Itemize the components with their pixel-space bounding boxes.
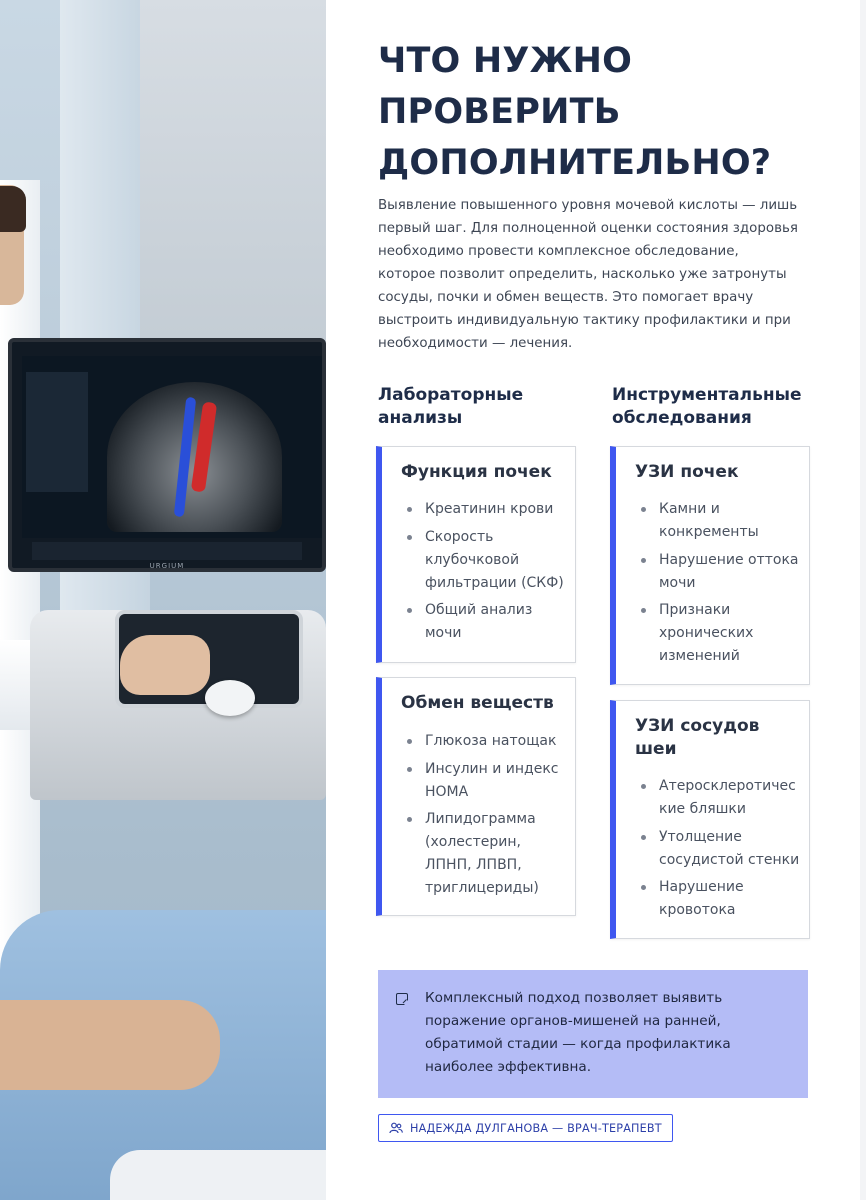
page-title — [378, 36, 838, 189]
card-list — [635, 498, 803, 673]
card-neck-vessels-ultrasound — [610, 700, 810, 939]
note-text: Комплексный подход позволяет выявить поражение органов-мишеней на ранней, обратимой стадии — когда профилактика наиболее эффективна. — [425, 990, 731, 1075]
pillow — [110, 1150, 326, 1200]
monitor-side-panel — [26, 372, 88, 492]
lab-heading-line-1: Лабораторные — [378, 385, 524, 405]
card-list — [401, 498, 569, 650]
author-label: НАДЕЖДА ДУЛГАНОВА — ВРАЧ-ТЕРАПЕВТ — [410, 1121, 662, 1135]
ultrasound-photo — [0, 0, 326, 1200]
note-icon — [396, 993, 408, 1005]
monitor-brand: URGIUM — [149, 562, 185, 570]
list-item: Липидограмма (холестерин, ЛПНП, ЛПВП, триглицериды) — [401, 808, 569, 900]
doctor-hand — [120, 635, 210, 695]
monitor-toolbar — [32, 542, 302, 560]
ultrasound-monitor — [8, 338, 326, 572]
author-tag — [378, 1114, 673, 1142]
title-line-3: ДОПОЛНИТЕЛЬНО? — [378, 143, 772, 183]
list-item: Глюкоза натощак — [401, 730, 569, 753]
card-title: Функция почек — [401, 462, 552, 482]
list-item: Инсулин и индекс HOMA — [401, 758, 569, 804]
card-title: Обмен веществ — [401, 693, 554, 713]
summary-note — [378, 970, 808, 1098]
card-kidney-function — [376, 446, 576, 663]
title-line-2: ПРОВЕРИТЬ — [378, 92, 621, 132]
list-item: Креатинин крови — [401, 498, 569, 521]
title-line-1: ЧТО НУЖНО — [378, 41, 633, 81]
card-list — [401, 730, 569, 905]
users-icon — [389, 1122, 403, 1134]
photo-wall-panel — [140, 0, 326, 360]
instrumental-column-heading — [612, 384, 802, 430]
card-title: УЗИ сосудов шеи — [635, 716, 760, 759]
lab-heading-line-2: анализы — [378, 408, 463, 428]
lab-column-heading — [378, 384, 523, 430]
instr-heading-line-1: Инструментальные — [612, 385, 802, 405]
card-kidney-ultrasound — [610, 446, 810, 685]
content-sheet — [326, 0, 860, 1200]
list-item: Признаки хронических изменений — [635, 599, 803, 668]
intro-paragraph: Выявление повышенного уровня мочевой кислоты — лишь первый шаг. Для полноценной оценки состояния здоровья необходимо провести комплексное обследование, которое позволит определить, насколько уже затронуты сосуды, почки и обмен веществ. Это помогает врачу выстроить индивидуальную тактику профилактики и при необходимости — лечения. — [378, 198, 798, 351]
list-item: Утолщение сосудистой стенки — [635, 826, 803, 872]
card-list — [635, 775, 803, 927]
patient-arm — [0, 1000, 220, 1090]
list-item: Нарушение кровотока — [635, 876, 803, 922]
card-metabolism — [376, 677, 576, 916]
list-item: Скорость клубочковой фильтрации (СКФ) — [401, 526, 569, 595]
list-item: Камни и конкременты — [635, 498, 803, 544]
list-item: Общий анализ мочи — [401, 599, 569, 645]
console-trackball — [205, 680, 255, 716]
card-title: УЗИ почек — [635, 462, 739, 482]
list-item: Нарушение оттока мочи — [635, 549, 803, 595]
instr-heading-line-2: обследования — [612, 408, 752, 428]
list-item: Атеросклеротические бляшки — [635, 775, 803, 821]
doctor-hair — [0, 186, 26, 232]
